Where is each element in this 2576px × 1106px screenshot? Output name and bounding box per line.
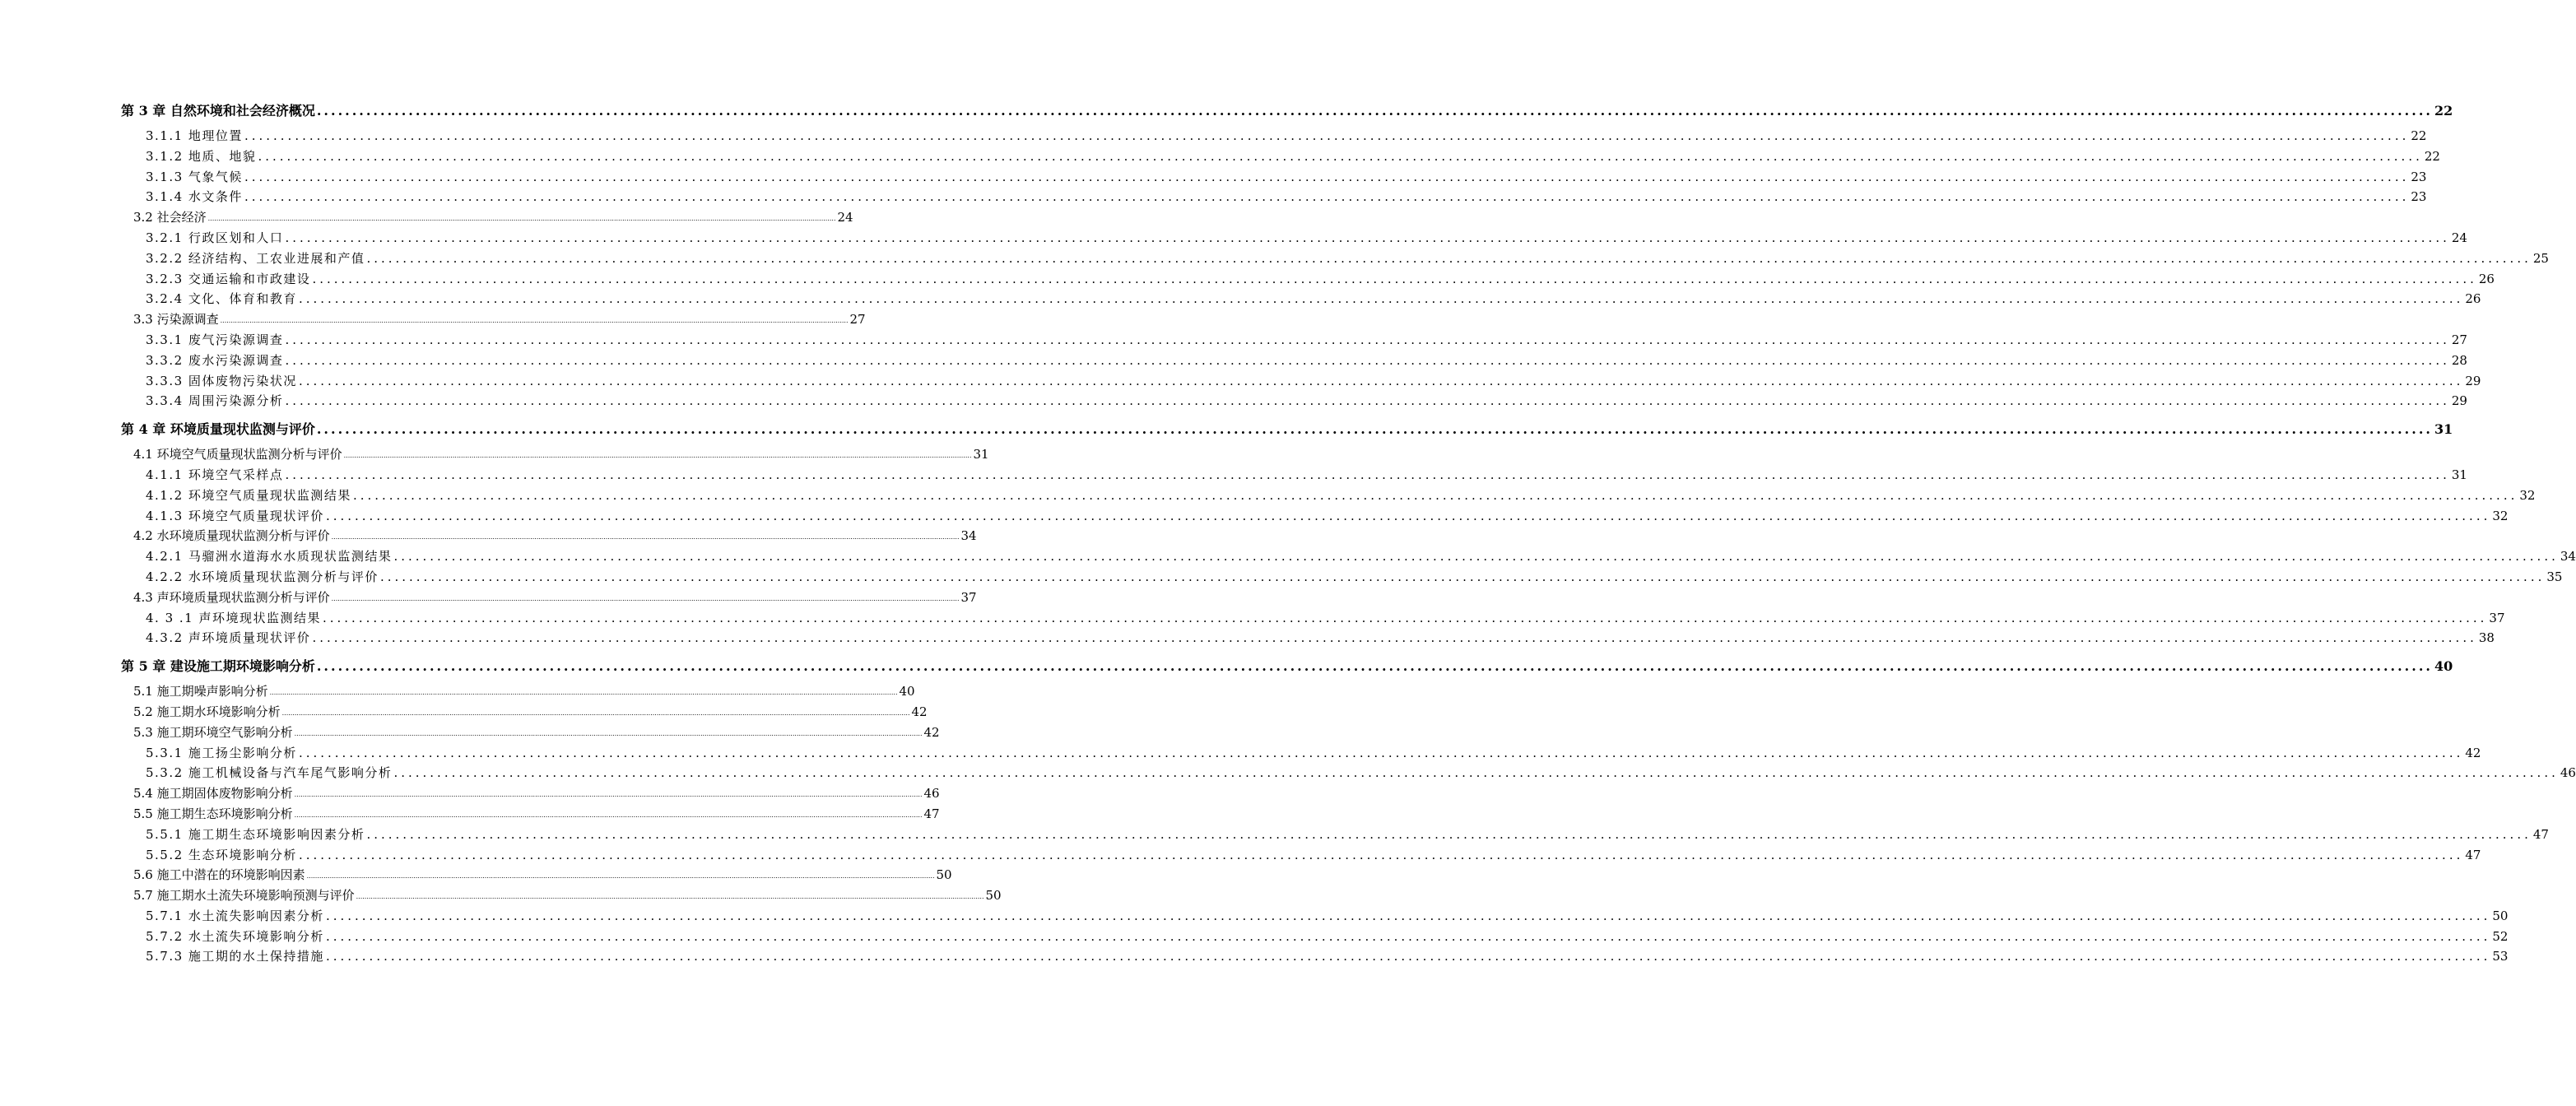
- toc-page-number: 37: [960, 589, 977, 605]
- toc-section-entry[interactable]: [133, 723, 940, 744]
- dot-leader: ............................................................................................................................................................................................................................................................................................................: [269, 689, 898, 697]
- dot-leader: ............................................................................................................................................................................................................................................................................................................: [207, 215, 836, 223]
- toc-entry-title: 5.5.2 生态环境影响分析: [146, 847, 297, 862]
- dot-leader: ............................................................................................................................................................................................................................................................................................................: [298, 291, 2464, 307]
- toc-section-entry[interactable]: [133, 445, 989, 466]
- toc-page-number: 47: [2532, 826, 2549, 842]
- toc-page-number: 27: [849, 312, 866, 328]
- toc-subsection-entry[interactable]: [146, 507, 2509, 527]
- toc-section-entry[interactable]: [133, 784, 940, 805]
- toc-entry-title: 3.1.4 水文条件: [146, 189, 243, 205]
- dot-leader: ............................................................................................................................................................................................................................................................................................................: [244, 169, 2410, 184]
- dot-leader: ............................................................................................................................................................................................................................................................................................................: [379, 569, 2546, 584]
- toc-subsection-entry[interactable]: [146, 351, 2467, 372]
- toc-subsection-entry[interactable]: [146, 331, 2467, 351]
- toc-page-number: 37: [2489, 610, 2505, 625]
- dot-leader: ............................................................................................................................................................................................................................................................................................................: [244, 128, 2410, 143]
- toc-entry-title: 5.7.1 水土流失影响因素分析: [146, 908, 324, 923]
- toc-entry-title: 5.3.2 施工机械设备与汽车尾气影响分析: [146, 765, 393, 781]
- toc-entry-title: 第 3 章 自然环境和社会经济概况: [121, 103, 315, 118]
- dot-leader: ............................................................................................................................................................................................................................................................................................................: [322, 610, 2488, 625]
- toc-subsection-entry[interactable]: [146, 825, 2549, 846]
- dot-leader: ............................................................................................................................................................................................................................................................................................................: [316, 421, 2433, 438]
- toc-entry-title: 3.1.2 地质、地貌: [146, 148, 257, 164]
- toc-page-number: 34: [960, 528, 977, 544]
- toc-subsection-entry[interactable]: [146, 764, 2576, 784]
- dot-leader: ............................................................................................................................................................................................................................................................................................................: [393, 765, 2559, 781]
- toc-subsection-entry[interactable]: [146, 229, 2467, 249]
- dot-leader: ............................................................................................................................................................................................................................................................................................................: [220, 317, 849, 325]
- toc-section-entry[interactable]: [133, 588, 977, 609]
- toc-entry-title: 4. 3 .1 声环境现状监测结果: [146, 610, 321, 625]
- toc-page-number: 32: [2519, 487, 2536, 503]
- toc-page-number: 27: [2451, 332, 2467, 347]
- toc-entry-title: 4.3.2 声环境质量现状评价: [146, 630, 311, 646]
- toc-page-number: 46: [2560, 765, 2576, 781]
- toc-entry-title: 5.3.1 施工扬尘影响分析: [146, 745, 297, 760]
- table-of-contents: [0, 100, 2576, 968]
- dot-leader: ............................................................................................................................................................................................................................................................................................................: [294, 811, 923, 819]
- toc-page-number: 32: [2492, 508, 2509, 523]
- toc-entry-title: 4.2.2 水环境质量现状监测分析与评价: [146, 569, 379, 584]
- toc-subsection-entry[interactable]: [146, 372, 2481, 393]
- dot-leader: ............................................................................................................................................................................................................................................................................................................: [343, 452, 972, 460]
- toc-entry-title: 3.3 污染源调查: [133, 312, 219, 328]
- toc-page-number: 35: [2546, 569, 2563, 584]
- toc-page-number: 53: [2492, 949, 2509, 964]
- dot-leader: ............................................................................................................................................................................................................................................................................................................: [312, 630, 2477, 646]
- toc-page-number: 26: [2478, 271, 2495, 286]
- toc-entry-title: 3.3.4 周围污染源分析: [146, 393, 284, 409]
- toc-entry-title: 3.3.1 废气污染源调查: [146, 332, 284, 347]
- toc-entry-title: 第 5 章 建设施工期环境影响分析: [121, 658, 315, 675]
- toc-page-number: 25: [2532, 250, 2549, 266]
- toc-page-number: 47: [2465, 847, 2481, 862]
- toc-subsection-entry[interactable]: [146, 609, 2505, 630]
- toc-page-number: 29: [2451, 393, 2467, 409]
- toc-page-number: 22: [2424, 148, 2440, 164]
- toc-entry-title: 5.2 施工期水环境影响分析: [133, 704, 281, 719]
- toc-subsection-entry[interactable]: [146, 270, 2495, 290]
- toc-page-number: 40: [2434, 658, 2453, 675]
- toc-page-number: 26: [2465, 291, 2481, 307]
- toc-page-number: 29: [2465, 373, 2481, 388]
- dot-leader: ............................................................................................................................................................................................................................................................................................................: [316, 103, 2433, 118]
- toc-section-entry[interactable]: [133, 886, 1002, 907]
- toc-page-number: 31: [2434, 421, 2453, 438]
- toc-subsection-entry[interactable]: [146, 947, 2509, 968]
- toc-entry-title: 5.7.3 施工期的水土保持措施: [146, 949, 324, 964]
- dot-leader: ............................................................................................................................................................................................................................................................................................................: [281, 709, 910, 717]
- toc-page-number: 52: [2492, 928, 2509, 944]
- dot-leader: ............................................................................................................................................................................................................................................................................................................: [294, 791, 923, 799]
- toc-page-number: 42: [2465, 745, 2481, 760]
- toc-entry-title: 4.1.1 环境空气采样点: [146, 467, 284, 482]
- toc-page-number: 42: [923, 724, 940, 740]
- toc-section-entry[interactable]: [133, 208, 853, 229]
- toc-chapter-entry[interactable]: [121, 419, 2453, 444]
- toc-page-number: 24: [837, 210, 853, 225]
- toc-entry-title: 4.2.1 马骝洲水道海水水质现状监测结果: [146, 549, 393, 565]
- toc-subsection-entry[interactable]: [146, 168, 2427, 188]
- toc-entry-title: 5.6 施工中潜在的环境影响因素: [133, 867, 305, 883]
- dot-leader: ............................................................................................................................................................................................................................................................................................................: [298, 745, 2464, 760]
- toc-entry-title: 3.1.1 地理位置: [146, 128, 243, 143]
- toc-page-number: 28: [2451, 352, 2467, 368]
- toc-page-number: 50: [936, 867, 952, 883]
- toc-page-number: 50: [2492, 908, 2509, 923]
- toc-subsection-entry[interactable]: [146, 290, 2481, 310]
- dot-leader: ............................................................................................................................................................................................................................................................................................................: [298, 847, 2464, 862]
- toc-entry-title: 3.3.3 固体废物污染状况: [146, 373, 297, 388]
- toc-chapter-entry[interactable]: [121, 656, 2453, 681]
- toc-entry-title: 4.3 声环境质量现状监测分析与评价: [133, 589, 330, 605]
- dot-leader: ............................................................................................................................................................................................................................................................................................................: [285, 230, 2450, 245]
- toc-subsection-entry[interactable]: [146, 744, 2481, 764]
- dot-leader: ............................................................................................................................................................................................................................................................................................................: [258, 148, 2423, 164]
- toc-subsection-entry[interactable]: [146, 927, 2509, 948]
- toc-page-number: 46: [923, 786, 940, 802]
- toc-page-number: 40: [899, 684, 915, 699]
- toc-entry-title: 4.2 水环境质量现状监测分析与评价: [133, 528, 330, 544]
- toc-subsection-entry[interactable]: [146, 127, 2427, 147]
- toc-subsection-entry[interactable]: [146, 147, 2440, 168]
- dot-leader: ............................................................................................................................................................................................................................................................................................................: [356, 893, 984, 901]
- toc-page-number: 34: [2560, 549, 2576, 565]
- toc-section-entry[interactable]: [133, 805, 940, 825]
- toc-page-number: 42: [911, 704, 928, 719]
- dot-leader: ............................................................................................................................................................................................................................................................................................................: [325, 908, 2491, 923]
- toc-subsection-entry[interactable]: [146, 188, 2427, 208]
- toc-entry-title: 4.1.3 环境空气质量现状评价: [146, 508, 324, 523]
- toc-entry-title: 4.1 环境空气质量现状监测分析与评价: [133, 447, 342, 462]
- toc-entry-title: 5.3 施工期环境空气影响分析: [133, 724, 293, 740]
- dot-leader: ............................................................................................................................................................................................................................................................................................................: [285, 393, 2450, 409]
- dot-leader: ............................................................................................................................................................................................................................................................................................................: [331, 594, 960, 602]
- toc-entry-title: 第 4 章 环境质量现状监测与评价: [121, 421, 315, 438]
- toc-page-number: 47: [923, 806, 940, 821]
- toc-subsection-entry[interactable]: [146, 907, 2509, 927]
- toc-subsection-entry[interactable]: [146, 466, 2467, 486]
- dot-leader: ............................................................................................................................................................................................................................................................................................................: [366, 250, 2532, 266]
- toc-entry-title: 3.2.4 文化、体育和教育: [146, 291, 297, 307]
- toc-page-number: 50: [985, 888, 1002, 904]
- dot-leader: ............................................................................................................................................................................................................................................................................................................: [306, 872, 935, 881]
- toc-section-entry[interactable]: [133, 866, 952, 886]
- dot-leader: ............................................................................................................................................................................................................................................................................................................: [352, 487, 2518, 503]
- toc-subsection-entry[interactable]: [146, 486, 2536, 507]
- toc-entry-title: 5.7 施工期水土流失环境影响预测与评价: [133, 888, 355, 904]
- toc-page-number: 23: [2411, 189, 2427, 205]
- toc-page-number: 24: [2451, 230, 2467, 245]
- toc-entry-title: 5.5 施工期生态环境影响分析: [133, 806, 293, 821]
- dot-leader: ............................................................................................................................................................................................................................................................................................................: [285, 352, 2450, 368]
- dot-leader: ............................................................................................................................................................................................................................................................................................................: [312, 271, 2477, 286]
- toc-page-number: 38: [2478, 630, 2495, 646]
- toc-entry-title: 4.1.2 环境空气质量现状监测结果: [146, 487, 351, 503]
- toc-subsection-entry[interactable]: [146, 629, 2495, 649]
- dot-leader: ............................................................................................................................................................................................................................................................................................................: [298, 373, 2464, 388]
- dot-leader: ............................................................................................................................................................................................................................................................................................................: [325, 949, 2491, 964]
- toc-entry-title: 5.7.2 水土流失环境影响分析: [146, 928, 324, 944]
- toc-entry-title: 5.5.1 施工期生态环境影响因素分析: [146, 826, 365, 842]
- dot-leader: ............................................................................................................................................................................................................................................................................................................: [285, 332, 2450, 347]
- dot-leader: ............................................................................................................................................................................................................................................................................................................: [244, 189, 2410, 205]
- toc-subsection-entry[interactable]: [146, 568, 2563, 588]
- toc-page-number: 23: [2411, 169, 2427, 184]
- toc-entry-title: 3.2.1 行政区划和人口: [146, 230, 284, 245]
- toc-chapter-entry[interactable]: [121, 100, 2453, 125]
- toc-section-entry[interactable]: [133, 527, 977, 547]
- dot-leader: ............................................................................................................................................................................................................................................................................................................: [285, 467, 2450, 482]
- dot-leader: ............................................................................................................................................................................................................................................................................................................: [294, 729, 923, 737]
- dot-leader: ............................................................................................................................................................................................................................................................................................................: [316, 658, 2433, 675]
- toc-section-entry[interactable]: [133, 682, 915, 703]
- dot-leader: ............................................................................................................................................................................................................................................................................................................: [331, 533, 960, 541]
- toc-entry-title: 3.2 社会经济: [133, 210, 207, 225]
- dot-leader: ............................................................................................................................................................................................................................................................................................................: [325, 508, 2491, 523]
- toc-subsection-entry[interactable]: [146, 392, 2467, 412]
- toc-section-entry[interactable]: [133, 310, 866, 331]
- toc-subsection-entry[interactable]: [146, 547, 2576, 568]
- toc-subsection-entry[interactable]: [146, 846, 2481, 867]
- toc-subsection-entry[interactable]: [146, 249, 2549, 270]
- toc-page-number: 31: [973, 447, 989, 462]
- dot-leader: ............................................................................................................................................................................................................................................................................................................: [393, 549, 2559, 565]
- toc-entry-title: 3.3.2 废水污染源调查: [146, 352, 284, 368]
- dot-leader: ............................................................................................................................................................................................................................................................................................................: [325, 928, 2491, 944]
- toc-page-number: 22: [2411, 128, 2427, 143]
- toc-entry-title: 5.4 施工期固体废物影响分析: [133, 786, 293, 802]
- toc-entry-title: 3.2.3 交通运输和市政建设: [146, 271, 311, 286]
- toc-page-number: 31: [2451, 467, 2467, 482]
- toc-section-entry[interactable]: [133, 703, 928, 723]
- toc-entry-title: 5.1 施工期噪声影响分析: [133, 684, 268, 699]
- toc-page-number: 22: [2434, 103, 2453, 118]
- dot-leader: ............................................................................................................................................................................................................................................................................................................: [366, 826, 2532, 842]
- toc-entry-title: 3.1.3 气象气候: [146, 169, 243, 184]
- toc-entry-title: 3.2.2 经济结构、工农业进展和产值: [146, 250, 365, 266]
